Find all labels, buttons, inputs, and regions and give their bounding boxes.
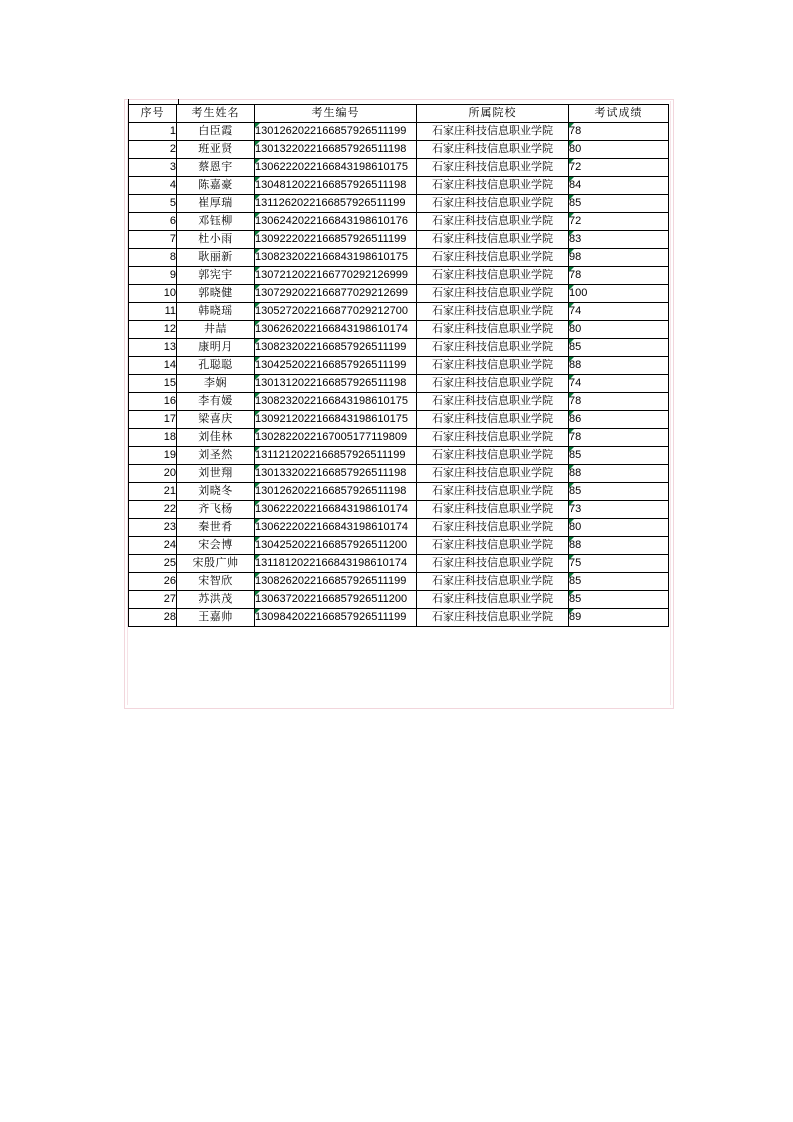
cell-score: 88: [569, 465, 669, 483]
cell-school: 石家庄科技信息职业学院: [417, 249, 569, 267]
cell-exam-number: 1304252022166857926511199: [255, 357, 417, 375]
cell-name: 蔡恩宇: [177, 159, 255, 177]
cell-index: 5: [129, 195, 177, 213]
cell-score: 78: [569, 429, 669, 447]
cell-exam-number: 1309222022166857926511199: [255, 231, 417, 249]
cell-school: 石家庄科技信息职业学院: [417, 375, 569, 393]
cell-score: 100: [569, 285, 669, 303]
cell-exam-number: 1306222022166843198610174: [255, 501, 417, 519]
cell-exam-number: 1308232022166843198610175: [255, 249, 417, 267]
cell-score: 80: [569, 321, 669, 339]
table-row: [129, 267, 669, 285]
cell-exam-number: 1306242022166843198610176: [255, 213, 417, 231]
cell-index: 22: [129, 501, 177, 519]
cell-school: 石家庄科技信息职业学院: [417, 321, 569, 339]
cell-exam-number: 1304252022166857926511200: [255, 537, 417, 555]
cell-name: 李娴: [177, 375, 255, 393]
table-row: [129, 609, 669, 627]
cell-index: 7: [129, 231, 177, 249]
cell-name: 刘佳林: [177, 429, 255, 447]
cell-index: 6: [129, 213, 177, 231]
cell-school: 石家庄科技信息职业学院: [417, 429, 569, 447]
table-row: [129, 231, 669, 249]
cell-name: 邓钰柳: [177, 213, 255, 231]
cell-exam-number: 1311262022166857926511199: [255, 195, 417, 213]
cell-exam-number: 1308262022166857926511199: [255, 573, 417, 591]
cell-name: 宋会博: [177, 537, 255, 555]
column-header-name: 考生姓名: [177, 105, 255, 123]
cell-name: 宋智欣: [177, 573, 255, 591]
cell-score: 78: [569, 393, 669, 411]
cell-name: 苏洪茂: [177, 591, 255, 609]
cell-name: 耿丽新: [177, 249, 255, 267]
cell-index: 17: [129, 411, 177, 429]
table-row: [129, 555, 669, 573]
cell-index: 11: [129, 303, 177, 321]
cell-exam-number: 1301262022166857926511199: [255, 123, 417, 141]
table-row: [129, 411, 669, 429]
cell-index: 20: [129, 465, 177, 483]
cell-score: 88: [569, 357, 669, 375]
cell-exam-number: 1302822022167005177119809: [255, 429, 417, 447]
table-row: [129, 123, 669, 141]
cell-index: 23: [129, 519, 177, 537]
cell-index: 9: [129, 267, 177, 285]
cell-school: 石家庄科技信息职业学院: [417, 609, 569, 627]
table-row: [129, 177, 669, 195]
cell-school: 石家庄科技信息职业学院: [417, 123, 569, 141]
cell-name: 郭宪宇: [177, 267, 255, 285]
cell-score: 78: [569, 123, 669, 141]
cell-name: 陈嘉豪: [177, 177, 255, 195]
cell-exam-number: 1301332022166857926511198: [255, 465, 417, 483]
table-row: [129, 573, 669, 591]
cell-score: 83: [569, 231, 669, 249]
table-row: [129, 375, 669, 393]
column-header-score: 考试成绩: [569, 105, 669, 123]
cell-exam-number: 1301322022166857926511198: [255, 141, 417, 159]
cell-index: 27: [129, 591, 177, 609]
table-header: [129, 105, 669, 123]
cell-score: 80: [569, 519, 669, 537]
cell-school: 石家庄科技信息职业学院: [417, 195, 569, 213]
column-header-school: 所属院校: [417, 105, 569, 123]
cell-school: 石家庄科技信息职业学院: [417, 357, 569, 375]
cell-name: 梁喜庆: [177, 411, 255, 429]
cell-name: 刘圣然: [177, 447, 255, 465]
cell-index: 12: [129, 321, 177, 339]
cell-index: 4: [129, 177, 177, 195]
cell-school: 石家庄科技信息职业学院: [417, 411, 569, 429]
cell-score: 85: [569, 591, 669, 609]
cell-index: 28: [129, 609, 177, 627]
cell-school: 石家庄科技信息职业学院: [417, 231, 569, 249]
table-row: [129, 339, 669, 357]
cell-score: 75: [569, 555, 669, 573]
table-row: [129, 393, 669, 411]
cell-school: 石家庄科技信息职业学院: [417, 303, 569, 321]
cell-index: 18: [129, 429, 177, 447]
cell-name: 秦世肴: [177, 519, 255, 537]
cell-score: 85: [569, 339, 669, 357]
cell-school: 石家庄科技信息职业学院: [417, 177, 569, 195]
table-row: [129, 357, 669, 375]
column-header-exam-number: 考生编号: [255, 105, 417, 123]
cell-name: 李有媛: [177, 393, 255, 411]
cell-name: 王嘉帅: [177, 609, 255, 627]
cell-school: 石家庄科技信息职业学院: [417, 537, 569, 555]
cell-index: 24: [129, 537, 177, 555]
cell-school: 石家庄科技信息职业学院: [417, 447, 569, 465]
cell-name: 刘世翔: [177, 465, 255, 483]
table-row: [129, 141, 669, 159]
cell-exam-number: 1311212022166857926511199: [255, 447, 417, 465]
cell-index: 16: [129, 393, 177, 411]
table-row: [129, 447, 669, 465]
cell-exam-number: 1306222022166843198610174: [255, 519, 417, 537]
table-row: [129, 501, 669, 519]
cell-name: 刘晓冬: [177, 483, 255, 501]
cell-name: 井喆: [177, 321, 255, 339]
cell-score: 74: [569, 303, 669, 321]
cell-exam-number: 1311812022166843198610174: [255, 555, 417, 573]
cell-score: 84: [569, 177, 669, 195]
cell-score: 72: [569, 159, 669, 177]
cell-score: 85: [569, 483, 669, 501]
cell-school: 石家庄科技信息职业学院: [417, 573, 569, 591]
cell-school: 石家庄科技信息职业学院: [417, 465, 569, 483]
table-row: [129, 285, 669, 303]
cell-name: 白臣霞: [177, 123, 255, 141]
cell-school: 石家庄科技信息职业学院: [417, 501, 569, 519]
cell-score: 98: [569, 249, 669, 267]
table-body: [129, 123, 669, 627]
cell-name: 班亚贤: [177, 141, 255, 159]
cell-name: 郭晓健: [177, 285, 255, 303]
cell-exam-number: 1306222022166843198610175: [255, 159, 417, 177]
cell-index: 10: [129, 285, 177, 303]
cell-school: 石家庄科技信息职业学院: [417, 159, 569, 177]
exam-results-table-container: [128, 104, 668, 627]
cell-score: 74: [569, 375, 669, 393]
cell-school: 石家庄科技信息职业学院: [417, 141, 569, 159]
cell-score: 80: [569, 141, 669, 159]
cell-name: 康明月: [177, 339, 255, 357]
table-row: [129, 195, 669, 213]
cell-name: 齐飞杨: [177, 501, 255, 519]
cell-index: 3: [129, 159, 177, 177]
cell-school: 石家庄科技信息职业学院: [417, 267, 569, 285]
cell-school: 石家庄科技信息职业学院: [417, 213, 569, 231]
cell-school: 石家庄科技信息职业学院: [417, 285, 569, 303]
cell-exam-number: 1306372022166857926511200: [255, 591, 417, 609]
table-row: [129, 429, 669, 447]
cell-name: 崔厚瑞: [177, 195, 255, 213]
cell-index: 2: [129, 141, 177, 159]
cell-index: 26: [129, 573, 177, 591]
cell-exam-number: 1301262022166857926511198: [255, 483, 417, 501]
cell-index: 25: [129, 555, 177, 573]
cell-score: 89: [569, 609, 669, 627]
table-row: [129, 321, 669, 339]
cell-index: 14: [129, 357, 177, 375]
cell-index: 19: [129, 447, 177, 465]
exam-results-table: [128, 104, 669, 627]
cell-score: 85: [569, 573, 669, 591]
cell-school: 石家庄科技信息职业学院: [417, 483, 569, 501]
cell-exam-number: 1307292022166877029212699: [255, 285, 417, 303]
cell-exam-number: 1307212022166770292126999: [255, 267, 417, 285]
column-header-index: 序号: [129, 105, 177, 123]
table-row: [129, 159, 669, 177]
cell-school: 石家庄科技信息职业学院: [417, 591, 569, 609]
cell-score: 88: [569, 537, 669, 555]
cell-exam-number: 1309212022166843198610175: [255, 411, 417, 429]
cell-exam-number: 1305272022166877029212700: [255, 303, 417, 321]
table-row: [129, 483, 669, 501]
cell-score: 85: [569, 195, 669, 213]
table-row: [129, 519, 669, 537]
cell-name: 孔聪聪: [177, 357, 255, 375]
cell-name: 韩晓瑶: [177, 303, 255, 321]
table-row: [129, 213, 669, 231]
cell-school: 石家庄科技信息职业学院: [417, 519, 569, 537]
cell-score: 86: [569, 411, 669, 429]
cell-name: 杜小雨: [177, 231, 255, 249]
cell-exam-number: 1306262022166843198610174: [255, 321, 417, 339]
table-header-row: [129, 105, 669, 123]
cell-score: 78: [569, 267, 669, 285]
cell-index: 1: [129, 123, 177, 141]
table-row: [129, 465, 669, 483]
cell-name: 宋殷广帅: [177, 555, 255, 573]
table-row: [129, 591, 669, 609]
table-row: [129, 303, 669, 321]
cell-index: 21: [129, 483, 177, 501]
table-row: [129, 249, 669, 267]
cell-school: 石家庄科技信息职业学院: [417, 339, 569, 357]
cell-exam-number: 1309842022166857926511199: [255, 609, 417, 627]
cell-exam-number: 1308232022166843198610175: [255, 393, 417, 411]
cell-exam-number: 1308232022166857926511199: [255, 339, 417, 357]
cell-exam-number: 1301312022166857926511198: [255, 375, 417, 393]
cell-index: 8: [129, 249, 177, 267]
cell-score: 72: [569, 213, 669, 231]
cell-exam-number: 1304812022166857926511198: [255, 177, 417, 195]
cell-index: 13: [129, 339, 177, 357]
cell-school: 石家庄科技信息职业学院: [417, 393, 569, 411]
table-row: [129, 537, 669, 555]
cell-score: 85: [569, 447, 669, 465]
cell-school: 石家庄科技信息职业学院: [417, 555, 569, 573]
cell-score: 73: [569, 501, 669, 519]
cell-index: 15: [129, 375, 177, 393]
